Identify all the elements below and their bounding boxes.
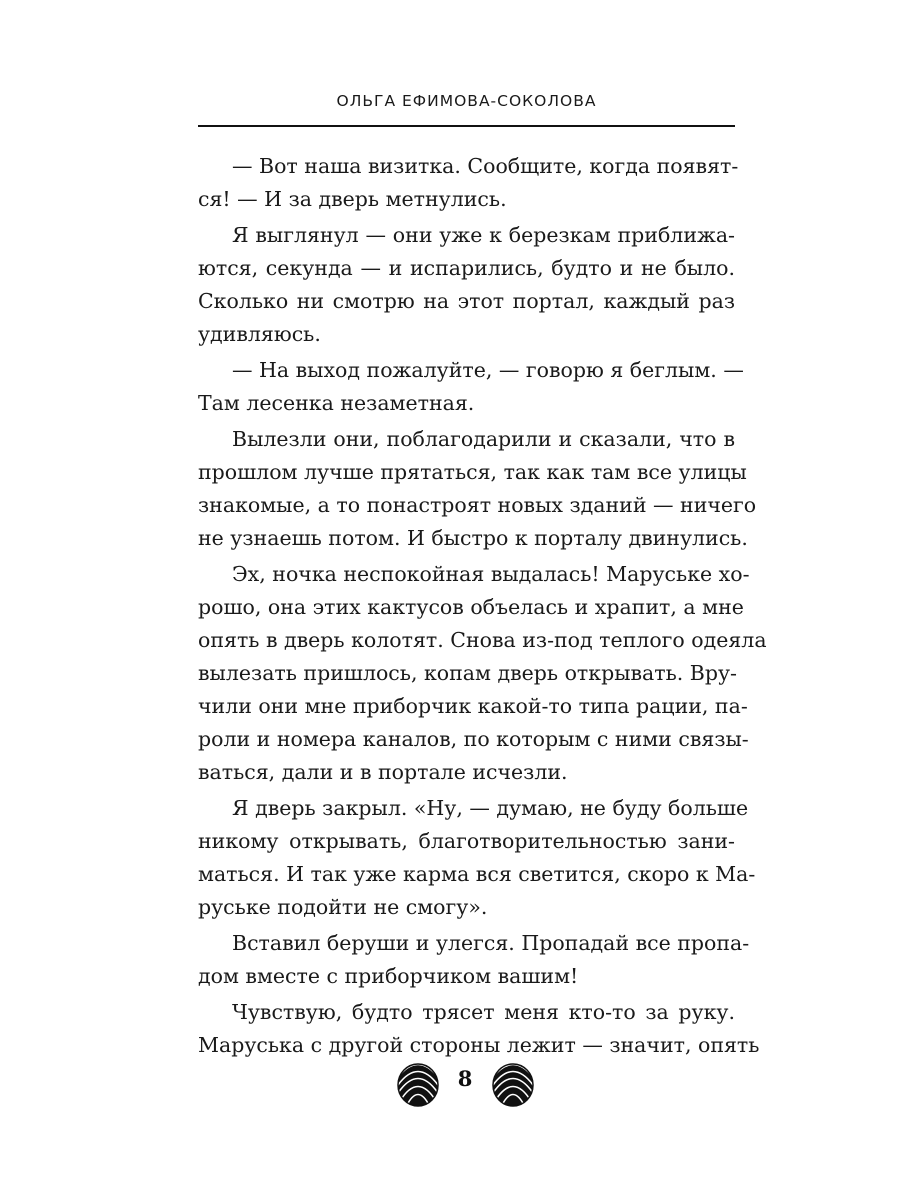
text-line: руське подойти не смогу». — [198, 895, 488, 919]
text-line: — На выход пожалуйте, — говорю я беглым. — — [232, 358, 744, 382]
text-line: Я выглянул — они уже к березкам приближа- — [232, 223, 735, 247]
text-line: никому открывать, благотворительностью зани- — [198, 829, 735, 853]
text-line: Вылезли они, поблагодарили и сказали, что в — [232, 427, 735, 451]
text-line: удивляюсь. — [198, 322, 321, 346]
header-rule — [198, 125, 735, 127]
text-line: рошо, она этих кактусов объелась и храпит, а мне — [198, 595, 744, 619]
text-line: не узнаешь потом. И быстро к порталу двинулись. — [198, 526, 748, 550]
body-text — [198, 150, 767, 1062]
text-line: ются, секунда — и испарились, будто и не было. — [198, 256, 735, 280]
text-line: роли и номера каналов, по которым с ними связы- — [198, 727, 749, 751]
text-line: чили они мне приборчик какой-то типа рации, па- — [198, 694, 748, 718]
text-line: Я дверь закрыл. «Ну, — думаю, не буду больше — [232, 796, 749, 820]
text-line: Сколько ни смотрю на этот портал, каждый раз — [198, 289, 735, 313]
text-line: Вставил беруши и улегся. Пропадай все пропа- — [232, 931, 750, 955]
running-head: ОЛЬГА ЕФИМОВА-СОКОЛОВА — [336, 92, 597, 110]
page-number: 8 — [457, 1066, 473, 1091]
text-line: Маруська с другой стороны лежит — значит, опять — [198, 1033, 760, 1057]
text-line: дом вместе с приборчиком вашим! — [198, 964, 579, 988]
text-line: опять в дверь колотят. Снова из-под теплого одеяла — [198, 628, 767, 652]
text-line: знакомые, а то понастроят новых зданий — ничего — [198, 493, 757, 517]
text-line: Там лесенка незаметная. — [198, 391, 475, 415]
text-line: Эх, ночка неспокойная выдалась! Маруське хо- — [232, 562, 750, 586]
text-line: Чувствую, будто трясет меня кто-то за руку. — [232, 1000, 735, 1024]
striped-ball-icon — [396, 1062, 440, 1108]
text-line: прошлом лучше прятаться, так как там все улицы — [198, 460, 747, 484]
striped-ball-icon — [491, 1062, 535, 1108]
text-line: ваться, дали и в портале исчезли. — [198, 760, 568, 784]
text-line: — Вот наша визитка. Сообщите, когда появят- — [232, 154, 739, 178]
text-line: маться. И так уже карма вся светится, скоро к Ма- — [198, 862, 756, 886]
text-line: ся! — И за дверь метнулись. — [198, 187, 507, 211]
page-footer — [0, 1062, 900, 1110]
text-line: вылезать пришлось, копам дверь открывать. Вру- — [198, 661, 737, 685]
